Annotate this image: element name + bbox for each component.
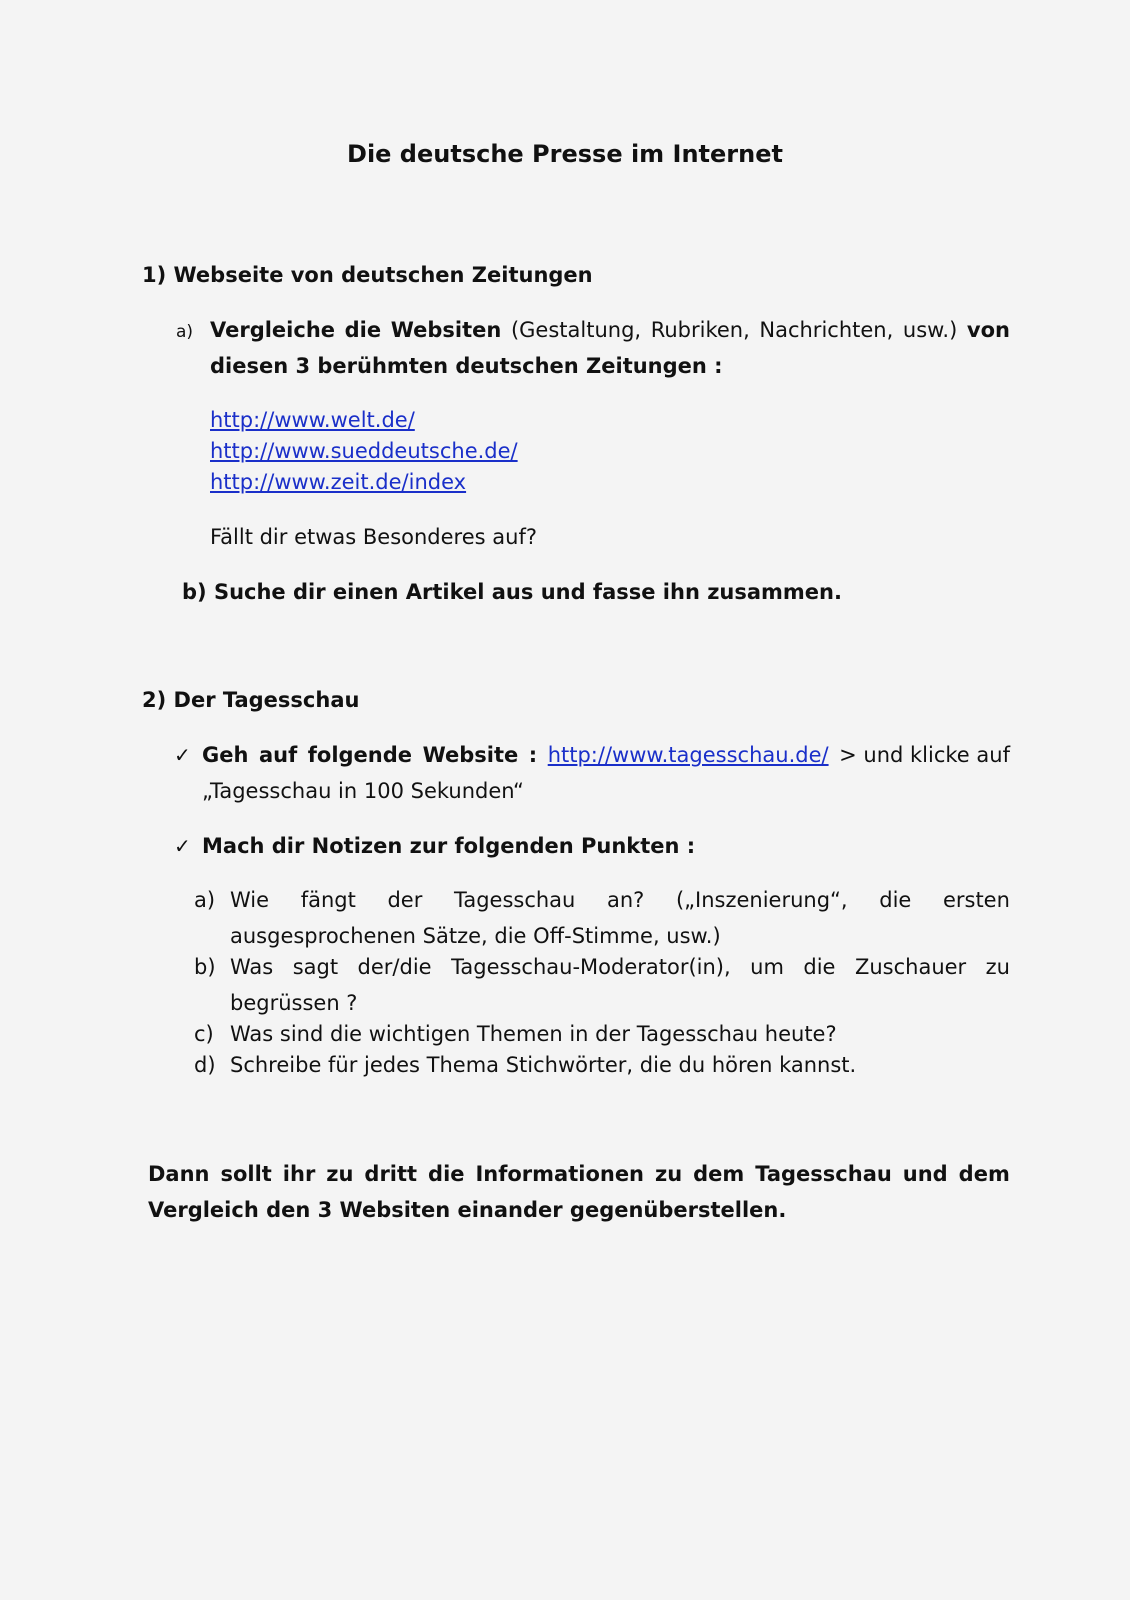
point-c-marker: c)	[194, 1022, 214, 1046]
word: zu	[654, 1162, 683, 1186]
word: Vergleiche	[210, 318, 336, 342]
point-d-text: Schreibe für jedes Thema Stichwörter, die du hören kannst.	[230, 1053, 857, 1077]
word: Tagesschau	[755, 1162, 892, 1186]
word: ihr	[282, 1162, 316, 1186]
point-a-marker: a)	[194, 888, 216, 912]
task-2-item-2: Mach dir Notizen zur folgenden Punkten :	[202, 834, 696, 858]
word: Nachrichten,	[759, 318, 894, 342]
word: die	[344, 318, 382, 342]
word: fängt	[300, 888, 356, 912]
checkmark-icon: ✓	[174, 834, 191, 858]
point-c-text: Was sind die wichtigen Themen in der Tagesschau heute?	[230, 1022, 837, 1046]
word: um	[750, 955, 784, 979]
word: von	[966, 318, 1010, 342]
point-a-line-1	[230, 888, 1010, 912]
word: Tagesschau-Moderator(in),	[451, 955, 731, 979]
task-1a-line-1	[210, 318, 1010, 342]
word: der/die	[357, 955, 432, 979]
page-title: Die deutsche Presse im Internet	[347, 140, 783, 168]
word: Websiten	[390, 318, 502, 342]
word: dem	[693, 1162, 745, 1186]
instruction-after-link: > und klicke auf	[839, 743, 1010, 767]
word: der	[387, 888, 423, 912]
word: an?	[606, 888, 645, 912]
word: Rubriken,	[650, 318, 750, 342]
point-b-marker: b)	[194, 955, 216, 979]
word: (Gestaltung,	[510, 318, 642, 342]
word: auf	[258, 743, 298, 767]
word: ersten	[942, 888, 1010, 912]
word: sollt	[220, 1162, 272, 1186]
word: usw.)	[902, 318, 958, 342]
word: dritt	[364, 1162, 418, 1186]
word: Dann	[148, 1162, 210, 1186]
section-1-heading: 1) Webseite von deutschen Zeitungen	[142, 263, 593, 287]
task-1a-line-2: diesen 3 berühmten deutschen Zeitungen :	[210, 354, 723, 378]
word: :	[528, 743, 538, 767]
word: Informationen	[475, 1162, 645, 1186]
word: Website	[422, 743, 519, 767]
word: die	[879, 888, 912, 912]
word: die	[428, 1162, 465, 1186]
word: („Inszenierung“,	[675, 888, 848, 912]
word: zu	[326, 1162, 354, 1186]
point-b-line-1	[230, 955, 1010, 979]
task-1b: b) Suche dir einen Artikel aus und fasse ihn zusammen.	[182, 580, 842, 604]
word: Zuschauer	[854, 955, 967, 979]
checkmark-icon: ✓	[174, 743, 191, 767]
link-sueddeutsche[interactable]: http://www.sueddeutsche.de/	[210, 439, 518, 463]
task-1a-marker: a)	[176, 322, 194, 342]
section-2-heading: 2) Der Tagesschau	[142, 688, 360, 712]
word: Geh	[202, 743, 249, 767]
word: die	[803, 955, 836, 979]
word: folgende	[307, 743, 413, 767]
word: Wie	[230, 888, 270, 912]
closing-line-1	[148, 1162, 1010, 1186]
point-a-line-2: ausgesprochenen Sätze, die Off-Stimme, usw.)	[230, 924, 721, 948]
task-2-item-1-line-1	[202, 743, 1010, 767]
word: sagt	[292, 955, 339, 979]
link-tagesschau[interactable]: http://www.tagesschau.de/	[547, 743, 829, 767]
point-b-line-2: begrüssen ?	[230, 991, 358, 1015]
closing-line-2: Vergleich den 3 Websiten einander gegenüberstellen.	[148, 1198, 787, 1222]
word: und	[902, 1162, 948, 1186]
link-welt[interactable]: http://www.welt.de/	[210, 408, 415, 432]
task-2-item-1-line-2: „Tagesschau in 100 Sekunden“	[202, 779, 524, 803]
task-1a-question: Fällt dir etwas Besonderes auf?	[210, 525, 537, 549]
link-zeit[interactable]: http://www.zeit.de/index	[210, 470, 467, 494]
word: Tagesschau	[453, 888, 576, 912]
word: Was	[230, 955, 274, 979]
point-d-marker: d)	[194, 1053, 216, 1077]
word: dem	[958, 1162, 1010, 1186]
word: zu	[985, 955, 1010, 979]
